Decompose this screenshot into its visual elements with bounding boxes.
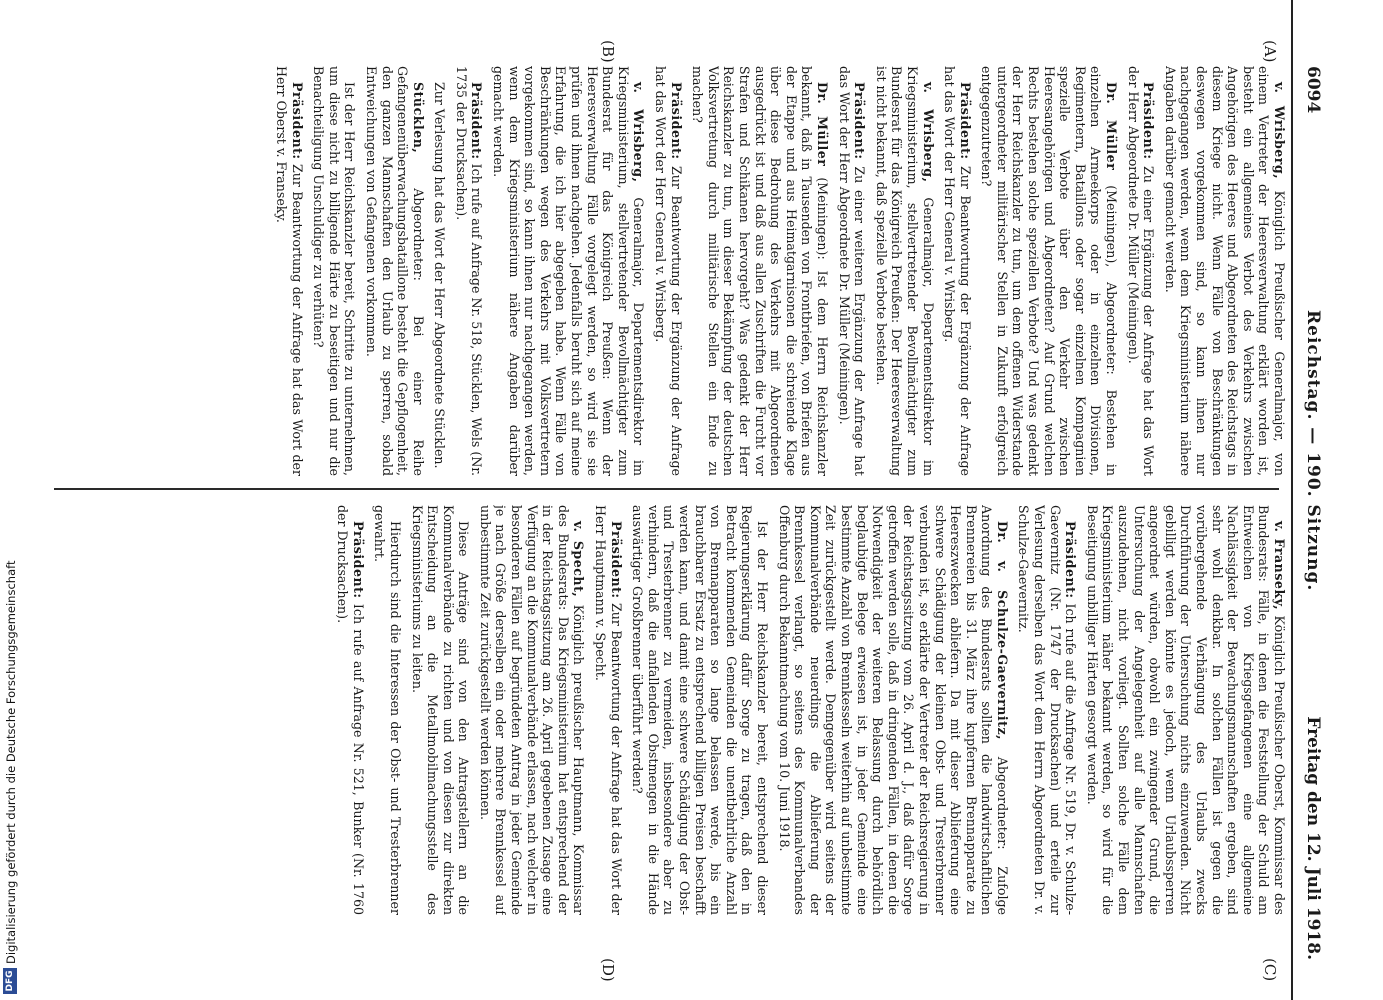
paragraph — [652, 66, 683, 476]
paragraph — [592, 505, 623, 915]
paragraph-text: Generalmajor, Departementsdirektor im Kriegsministerium, stellvertretender Bevollmächtigter zum Bundesrat für das Königreich Preußen: Der Heeresverwaltung ist nicht bekannt, daß spezielle Verbote bestehen. — [873, 66, 936, 476]
speaker-name: Präsident: — [608, 521, 624, 599]
speaker-name: Präsident: — [668, 82, 684, 160]
paragraph-text: Ich rufe auf die Anfrage Nr. 519, Dr. v. Schulze-Gaevernitz (Nr. 1747 der Drucksachen) und erteile zur Verlesung derselben das Wort dem Herrn Abgeordneten Dr. v. Schulze-Gaevernitz. — [1016, 505, 1079, 915]
paragraph-text: Abgeordneter: Bei einer Reihe Gefangenenüberwachungsbataillone besteht die Gepflogenheit, den ganzen Mannschaften den Urlaub zu sperren, sobald Entweichungen von Gefangenen vorkommen. — [363, 66, 426, 476]
paragraph — [836, 66, 867, 476]
margin-letter-a: (A) — [1261, 40, 1279, 63]
paragraph-text: Ich rufe auf Anfrage Nr. 521, Bunker (Nr. 1760 der Drucksachen). — [335, 505, 366, 915]
paragraph — [1084, 505, 1287, 915]
paragraph — [453, 66, 484, 476]
speaker-name: Dr. Müller — [1104, 82, 1120, 171]
paragraph — [690, 66, 830, 476]
paragraph-text: Zur Beantwortung der Anfrage hat das Wort der Herr Hauptmann v. Specht. — [593, 505, 624, 915]
paragraph-text: Hierdurch sind die Interessen der Obst- und Tresterbrenner gewahrt. — [372, 505, 403, 915]
column-divider — [54, 488, 1279, 490]
paragraph-text: Ist der Herr Reichskanzler bereit, entsprechend dieser Regierungserklärung dafür Sorge zu tragen, daß den in Betracht kommenden Gemeinden die unentbehrliche Anzahl von Brennapparaten so lange belassen werde, bis ein brauchbarer Ersatz zu entsprechend billigen Preisen beschafft werden kann, und damit eine schwere Schädigung der Obst- und Tresterbrenner zu vermeiden, insbesondere aber zu verhindern, daß die anfallenden Obstmengen in die Hände auswärtiger Großbrenner überführt werden? — [630, 505, 770, 915]
speaker-name: Dr. Müller — [814, 82, 830, 167]
speaker-name: Stücklen, — [410, 82, 426, 154]
rotated-document-page — [47, 0, 1337, 1000]
paragraph-text: Zur Beantwortung der Ergänzung der Anfrage hat das Wort der Herr General v. Wrisberg. — [942, 66, 973, 476]
digitization-note: Digitalisierung gefördert durch die Deutsche Forschungsgemeinschaft — [4, 560, 18, 964]
margin-letter-c: (C) — [1261, 958, 1279, 982]
paragraph — [630, 505, 770, 915]
paragraph-text: Königlich preußischer Hauptmann, Kommissar des Bundesrats: Das Kriegsministerium hat entsprechend der in der Reichstagssitzung am 26. April gegebenen Zusage eine Verfügung an die Kommunalverbände erlassen, nach welcher in besonderen Fällen auf begründeten Antrag in jeder Gemeinde je nach Größe derselben ein oder mehrere Brennkessel auf unbestimmte Zeit zurückgestellt werden können. — [477, 505, 587, 915]
paragraph-text: Königlich Preußischer Generalmajor, von einem Vertreter der Heeresverwaltung erklärt worden ist, besteht ein allgemeines Verbot des Verkehrs zwischen Angehörigen des Heeres und Abgeordneten des Reichstags in diesem Kriege nicht. Wenn Fälle von Beschränkungen deswegen vorgekommen sind, so kann ihnen nur nachgegangen werden, wenn dem Kriegsministerium nähere Angaben darüber gemacht werden. — [1162, 66, 1287, 476]
speaker-name: v. Wrisberg, — [631, 82, 647, 183]
page-header — [1291, 0, 1337, 1000]
paragraph — [979, 66, 1119, 476]
paragraph-text: (Meiningen): Ist dem Herrn Reichskanzler bekannt, daß in Tausenden von Frontbriefen, von Briefen aus der Etappe und aus Heimatgarnisonen die schreiende Klage über diese Bedrohung des Verkehrs mit Abgeordneten ausgedrückt ist und daß aus allen Zuschriften die Furcht vor Strafen und Schikanen hervorgeht? Was gedenkt der Herr Reichskanzler zu tun, um dieser Bekämpfung der deutschen Volksvertretung durch militärische Stellen ein Ende zu machen? — [690, 66, 830, 476]
paragraph — [1016, 505, 1078, 915]
margin-letter-b: (B) — [599, 40, 617, 63]
speaker-name: Präsident: — [469, 82, 485, 160]
paragraph — [776, 505, 1010, 915]
paragraph — [363, 66, 425, 476]
right-text-column — [57, 505, 1287, 915]
paragraph-text: Ist der Herr Reichskanzler bereit, Schritte zu unternehmen, um diese nicht zu billigende Härte zu beseitigen und nur die Benachteiligung Unschuldiger zu verhüten? — [311, 66, 358, 476]
paragraph-text: Diese Anträge sind von den Antragstellern an die Kommunalverbände zu richten und von diesen zur direkten Entscheidung an die Metallmobilmachungsstelle des Kriegsministeriums zu leiten. — [409, 505, 472, 915]
session-title: Reichstag. — 190. Sitzung. — [1303, 310, 1323, 592]
speaker-name: v. Franseky, — [1272, 521, 1287, 611]
paragraph-text: Zur Verlesung hat das Wort der Herr Abgeordnete Stücklen. — [432, 82, 448, 469]
digitization-footer — [0, 0, 22, 1000]
speaker-name: Präsident: — [289, 82, 305, 160]
paragraph-text: Generalmajor, Departementsdirektor im Kriegsministerium, stellvertretender Bevollmächtigter zum Bundesrat für das Königreich Preußen: Wenn der Heeresverwaltung Fälle vorgelegt werden, so wird sie sie prüfen und ihnen nachgehen. Jedenfalls beruht sich auf meine Erfahrung, die ich hier abgegeben habe. Wenn Fälle von Beschränkungen wegen des Verkehrs mit Volksvertretern vorgekommen sind, so kann ihnen nur nachgegangen werden, wenn dem Kriegsministerium nähere Angaben darüber gemacht werden. — [491, 66, 647, 476]
dfg-logo: DFG — [3, 968, 17, 994]
paragraph — [1125, 66, 1156, 476]
margin-letter-d: (D) — [599, 958, 617, 982]
paragraph — [491, 66, 647, 476]
paragraph — [335, 505, 366, 915]
paragraph-text: Zu einer Ergänzung der Anfrage hat das Wort der Herr Abgeordnete Dr. Müller (Meiningen). — [1125, 66, 1157, 476]
paragraph-text: Königlich Preußischer Oberst, Kommissar des Bundesrats: Fälle, in denen die Feststellung der Schuld am Entweichen von Kriegsgefangenen eine allgemeine Nachlässigkeit der Bewachungsmannschaften ergeben, sind sehr wohl denkbar. In solchen Fällen ist gegen die vorübergehende Verhängung des Urlaubs zwecks Durchführung der Untersuchung nichts einzuwenden. Nicht gebilligt werden könnte es jedoch, wenn Urlaubssperren angeordnet würden, obwohl ein zwingender Grund, die Untersuchung der Angelegenheit auf alle Mannschaften auszudehnen, nicht vorliegt. Sollten solche Fälle dem Kriegsministerium näher bekannt werden, so wird für die Beseitigung unbilliger Härten gesorgt werden. — [1084, 505, 1287, 915]
paragraph — [477, 505, 586, 915]
paragraph — [942, 66, 973, 476]
session-date: Freitag den 12. Juli 1918. — [1303, 716, 1323, 960]
paragraph-text: Zur Beantwortung der Anfrage hat das Wort der Herr Oberst v. Franseky. — [273, 66, 305, 476]
paragraph — [1162, 66, 1287, 476]
paragraph — [311, 66, 358, 476]
paragraph-text: Ich rufe auf Anfrage Nr. 518, Stücklen, Wels (Nr. 1735 der Drucksachen). — [453, 66, 485, 476]
paragraph-text: Zur Beantwortung der Ergänzung der Anfrage hat das Wort der Herr General v. Wrisberg. — [653, 66, 684, 476]
speaker-name: Präsident: — [852, 82, 868, 160]
speaker-name: Präsident: — [1063, 521, 1079, 599]
speaker-name: Präsident: — [350, 521, 366, 599]
speaker-name: v. Wrisberg, — [1272, 82, 1287, 180]
left-text-column — [57, 66, 1287, 476]
paragraph — [372, 505, 403, 915]
page-number: 6094 — [1303, 66, 1323, 114]
paragraph-text: Zu einer weiteren Ergänzung der Anfrage hat das Wort der Herr Abgeordnete Dr. Müller (Meiningen). — [836, 66, 868, 476]
paragraph-text: Abgeordneter: Zufolge Anordnung des Bundesrats sollten die landwirtschaftlichen Brennereien bis 31. März ihre kupfernen Brennapparate zu Heereszwecken abliefern. Da mit dieser Ablieferung eine schwere Schädigung der kleinen Obst- und Tresterbrenner verbunden ist, so erklärte der Vertreter der Reichsregierung in der Reichstagssitzung vom 26. April d. J., daß dafür Sorge getroffen werden solle, daß in dringenden Fällen, in denen die Notwendigkeit der weiteren Belassung durch behördlich beglaubigte Belege erwiesen ist, in jeder Gemeinde eine bestimmte Anzahl von Brennkesseln weiterhin auf unbestimmte Zeit zurückgestellt werde. Demgegenüber wird seitens der Kommunalverbände neuerdings die Ablieferung der Brennkessel verlangt, so seitens des Kommunalverbandes Offenburg durch Bekanntmachung vom 10. Juni 1918. — [776, 505, 1010, 915]
speaker-name: Präsident: — [957, 82, 973, 160]
speaker-name: v. Wrisberg, — [920, 82, 936, 183]
paragraph — [873, 66, 935, 476]
paragraph — [273, 66, 304, 476]
speaker-name: Dr. v. Schulze-Gaevernitz, — [994, 521, 1010, 741]
speaker-name: Präsident: — [1141, 82, 1157, 160]
speaker-name: v. Specht, — [571, 521, 587, 598]
paragraph-text: (Meiningen), Abgeordneter: Bestehen in einzelnen Armeekorps oder in einzelnen Divisionen, Regimentern, Bataillons oder sogar einzelnen Kompagnien spezielle Verbote über den Verkehr zwischen Heeresangehörigen und Abgeordneten? Auf Grund welchen Rechts bestehen solche speziellen Verbote? Und was gedenkt der Herr Reichskanzler zu tun, um dem offenen Widerstande untergeordneter militärischer Stellen in Zukunft erfolgreich entgegenzutreten? — [979, 66, 1120, 476]
paragraph — [409, 505, 471, 915]
paragraph — [432, 66, 448, 476]
